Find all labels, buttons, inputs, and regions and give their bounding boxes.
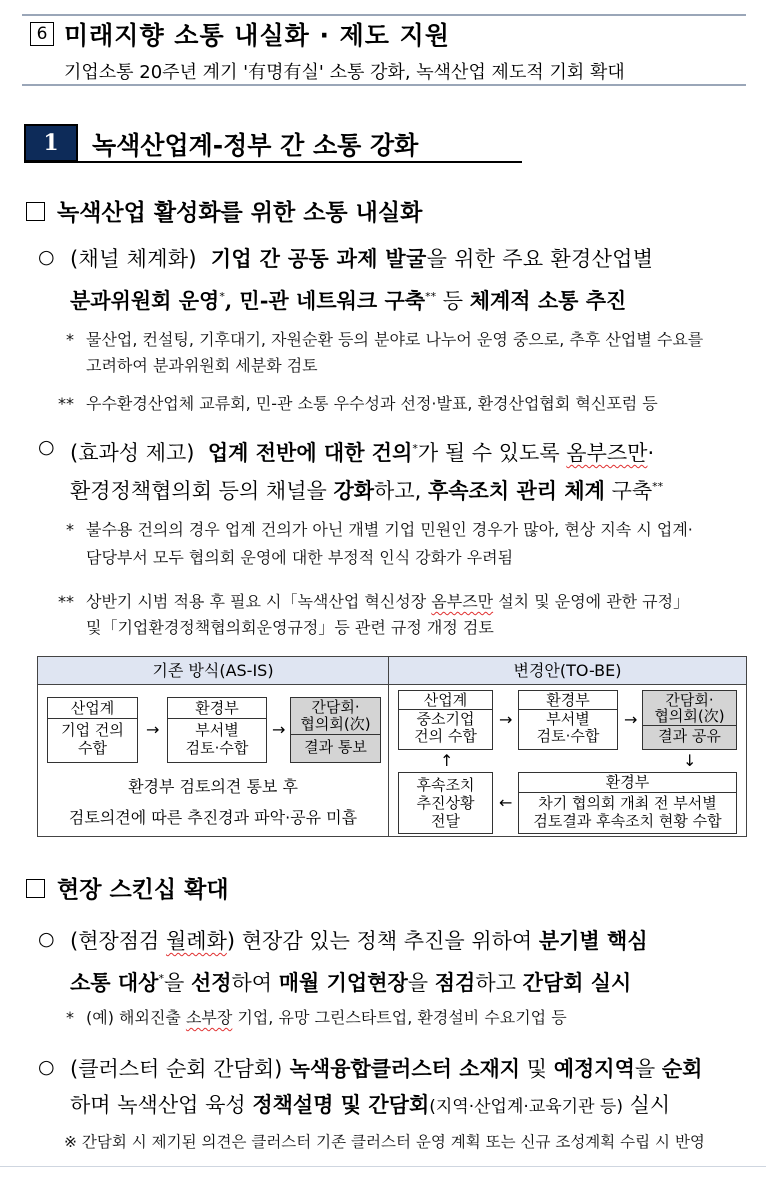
circle-bullet-icon: ○ xyxy=(38,436,55,458)
arrow-right-icon: → xyxy=(624,710,638,729)
circle-bullet-icon: ○ xyxy=(38,246,55,268)
part1-note3-line2: 담당부서 모두 협의회 운영에 대한 부정적 인식 강화가 우려됨 xyxy=(86,548,514,567)
part2-bullet1-line2: 소통 대상*을 선정하여 매월 기업현장을 점검하고 간담회 실시 xyxy=(70,970,632,995)
part1-note3-line1: 불수용 건의의 경우 업계 건의가 아닌 개별 기업 민원인 경우가 많아, 현상 지속 시 업계· xyxy=(86,520,693,539)
square-bullet-icon xyxy=(26,202,45,221)
part1-bullet1-line2: 분과위원회 운영*, 민-관 네트워크 구축** 등 체계적 소통 추진 xyxy=(70,288,627,313)
note-mark: * xyxy=(66,1008,74,1027)
circle-bullet-icon: ○ xyxy=(38,928,55,950)
part1-note4-line2: 및「기업환경정책협의회운영규정」등 관련 규정 개정 검토 xyxy=(86,618,494,637)
arrow-right-icon: → xyxy=(146,720,160,739)
circle-bullet-icon: ○ xyxy=(38,1056,55,1078)
part2-bullet1-line1: (현장점검 월례화) 현장감 있는 정책 추진을 위하여 분기별 핵심 xyxy=(70,928,648,953)
note-mark: ** xyxy=(58,592,74,611)
tobe-industry-box: 산업계 중소기업 건의 수합 xyxy=(398,690,493,750)
asis-note-line1: 환경부 검토의견 통보 후 xyxy=(128,777,298,796)
part1-bullet2-line1: (효과성 제고) 업계 전반에 대한 건의*가 될 수 있도록 옴부즈만· xyxy=(70,440,655,465)
part1-note1-line1: 물산업, 컨설팅, 기후대기, 자원순환 등의 분야로 나누어 운영 중으로, 추후 산업별 수요를 xyxy=(86,330,704,349)
part1-note2: 우수환경산업체 교류회, 민-관 소통 우수성과 선정·발표, 환경산업협회 혁신포럼 등 xyxy=(86,394,658,413)
diagram-divider xyxy=(388,657,389,836)
tobe-followup-box: 후속조치 추진상황 전달 xyxy=(398,772,493,834)
heading-number: 1 xyxy=(24,124,78,162)
arrow-right-icon: → xyxy=(499,710,513,729)
header-bottom-rule xyxy=(22,84,746,86)
part1-bullet1-line1: (채널 체계화) 기업 간 공동 과제 발굴을 위한 주요 환경산업별 xyxy=(70,246,654,271)
heading-underline xyxy=(24,161,522,163)
part2-bullet2-line2: 하며 녹색산업 육성 정책설명 및 간담회(지역·산업계·교육기관 등) 실시 xyxy=(70,1092,671,1117)
diagram-left-header: 기존 방식(AS-IS) xyxy=(38,657,388,685)
part2-title: 현장 스킨십 확대 xyxy=(26,871,229,904)
section-number: 6 xyxy=(30,22,54,46)
part2-note2: ※ 간담회 시 제기된 의견은 클러스터 기존 클러스터 운영 계획 또는 신규 조성계획 수립 시 반영 xyxy=(64,1133,705,1151)
diagram-right-header: 변경안(TO-BE) xyxy=(389,657,746,685)
asis-note-line2: 검토의견에 따른 추진경과 파악·공유 미흡 xyxy=(68,808,358,827)
arrow-left-icon: ← xyxy=(499,793,513,812)
part1-title: 녹색산업 활성화를 위한 소통 내실화 xyxy=(26,194,422,227)
section-subtitle: 기업소통 20주년 계기 '有명有실' 소통 강화, 녹색산업 제도적 기회 확대 xyxy=(64,62,625,83)
tobe-ministry-collect-box: 환경부 차기 협의회 개최 전 부서별 검토결과 후속조치 현황 수합 xyxy=(518,772,737,834)
part2-bullet2-line1: (클러스터 순회 간담회) 녹색융합클러스터 소재지 및 예정지역을 순회 xyxy=(70,1056,703,1081)
part1-note1-line2: 고려하여 분과위원회 세분화 검토 xyxy=(86,356,318,375)
section-title: 미래지향 소통 내실화 · 제도 지원 xyxy=(64,21,450,50)
part1-note4-line1: 상반기 시범 적용 후 필요 시「녹색산업 혁신성장 옴부즈만 설치 및 운영에 관한 규정」 xyxy=(86,592,690,611)
note-mark: * xyxy=(66,520,74,539)
asis-industry-box: 산업계 기업 건의 수합 xyxy=(47,697,138,763)
heading-title: 녹색산업계-정부 간 소통 강화 xyxy=(92,131,419,160)
part1-bullet2-line2: 환경정책협의회 등의 채널을 강화하고, 후속조치 관리 체계 구축** xyxy=(70,478,664,503)
arrow-up-icon: ↑ xyxy=(440,751,454,770)
page-bottom-rule xyxy=(0,1166,766,1167)
tobe-ministry-box: 환경부 부서별 검토·수합 xyxy=(518,690,618,750)
arrow-down-icon: ↓ xyxy=(683,751,697,770)
note-mark: ** xyxy=(58,394,74,413)
tobe-meeting-box: 간담회· 협의회(次) 결과 공유 xyxy=(642,690,737,750)
asis-ministry-box: 환경부 부서별 검토·수합 xyxy=(167,697,267,763)
square-bullet-icon xyxy=(26,879,45,898)
note-mark: * xyxy=(66,330,74,349)
part2-note1: (예) 해외진출 소부장 기업, 유망 그린스타트업, 환경설비 수요기업 등 xyxy=(86,1008,567,1027)
asis-meeting-box: 간담회· 협의회(次) 결과 통보 xyxy=(290,697,381,763)
arrow-right-icon: → xyxy=(272,720,286,739)
